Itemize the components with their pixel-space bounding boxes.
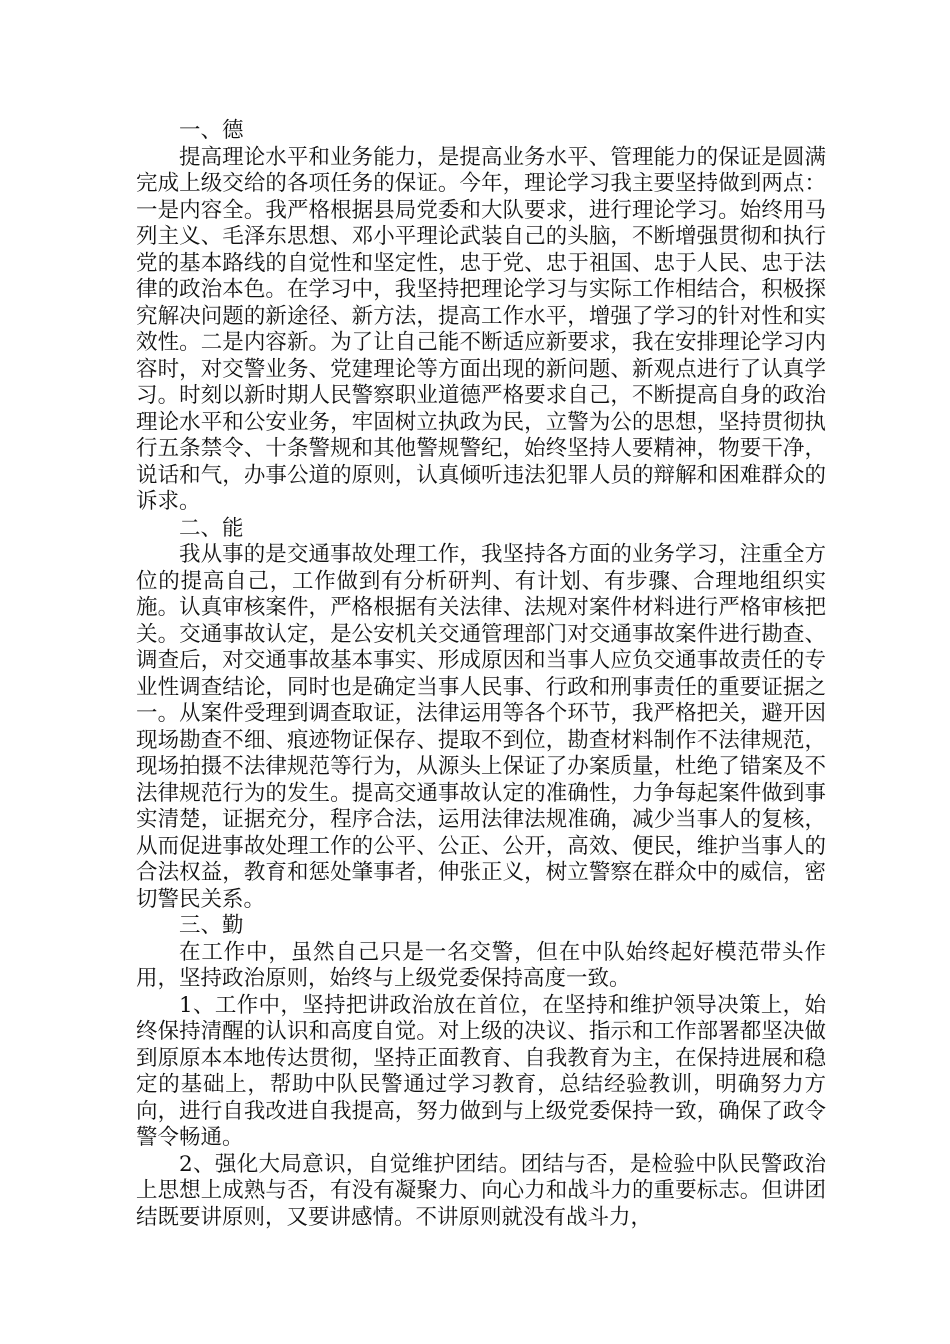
paragraph-accident-handling: 我从事的是交通事故处理工作，我坚持各方面的业务学习，注重全方位的提高自己，工作做到有分析研判、有计划、有步骤、合理地组织实施。认真审核案件，严格根据有关法律、法规对案件材料进行严格审核把关。交通事故认定，是公安机关交通管理部门对交通事故案件进行勘查、调查后，对交通事故基本事实、形成原因和当事人应负交通事故责任的专业性调查结论，同时也是确定当事人民事、行政和刑事责任的重要证据之一。从案件受理到调查取证，法律运用等各个环节，我严格把关，避开因现场勘查不细、痕迹物证保存、提取不到位，勘查材料制作不法律规范，现场拍摄不法律规范等行为，从源头上保证了办案质量，杜绝了错案及不法律规范行为的发生。提高交通事故认定的准确性，力争每起案件做到事实清楚，证据充分，程序合法，运用法律法规准确，减少当事人的复核，从而促进事故处理工作的公平、公正、公开，高效、便民，维护当事人的合法权益，教育和惩处肇事者，伸张正义，树立警察在群众中的威信，密切警民关系。 <box>136 542 826 912</box>
paragraph-model-role: 在工作中，虽然自己只是一名交警，但在中队始终起好模范带头作用，坚持政治原则，始终与上级党委保持高度一致。 <box>136 939 826 991</box>
paragraph-point-2: 2、强化大局意识，自觉维护团结。团结与否，是检验中队民警政治上思想上成熟与否，有没有凝聚力、向心力和战斗力的重要标志。但讲团结既要讲原则，又要讲感情。不讲原则就没有战斗力， <box>136 1151 826 1230</box>
paragraph-theory-study: 提高理论水平和业务能力，是提高业务水平、管理能力的保证是圆满完成上级交给的各项任务的保证。今年，理论学习我主要坚持做到两点：一是内容全。我严格根据县局党委和大队要求，进行理论学习。始终用马列主义、毛泽东思想、邓小平理论武装自己的头脑，不断增强贯彻和执行党的基本路线的自觉性和坚定性，忠于党、忠于祖国、忠于人民、忠于法律的政治本色。在学习中，我坚持把理论学习与实际工作相结合，积极探究解决问题的新途径、新方法，提高工作水平，增强了学习的针对性和实效性。二是内容新。为了让自己能不断适应新要求，我在安排理论学习内容时，对交警业务、党建理论等方面出现的新问题、新观点进行了认真学习。时刻以新时期人民警察职业道德严格要求自己，不断提高自身的政治理论水平和公安业务，牢固树立执政为民，立警为公的思想，坚持贯彻执行五条禁令、十条警规和其他警规警纪，始终坚持人要精神，物要干净，说话和气，办事公道的原则，认真倾听违法犯罪人员的辩解和困难群众的诉求。 <box>136 144 826 514</box>
paragraph-point-1: 1、工作中，坚持把讲政治放在首位，在坚持和维护领导决策上，始终保持清醒的认识和高度自觉。对上级的决议、指示和工作部署都坚决做到原原本本地传达贯彻，坚持正面教育、自我教育为主，在保持进展和稳定的基础上，帮助中队民警通过学习教育，总结经验教训，明确努力方向，进行自我改进自我提高，努力做到与上级党委保持一致，确保了政令警令畅通。 <box>136 992 826 1150</box>
section-heading-qin: 三、勤 <box>179 913 244 938</box>
section-heading-de: 一、德 <box>179 118 244 143</box>
section-heading-neng: 二、能 <box>179 515 244 541</box>
document-page <box>136 118 826 1231</box>
